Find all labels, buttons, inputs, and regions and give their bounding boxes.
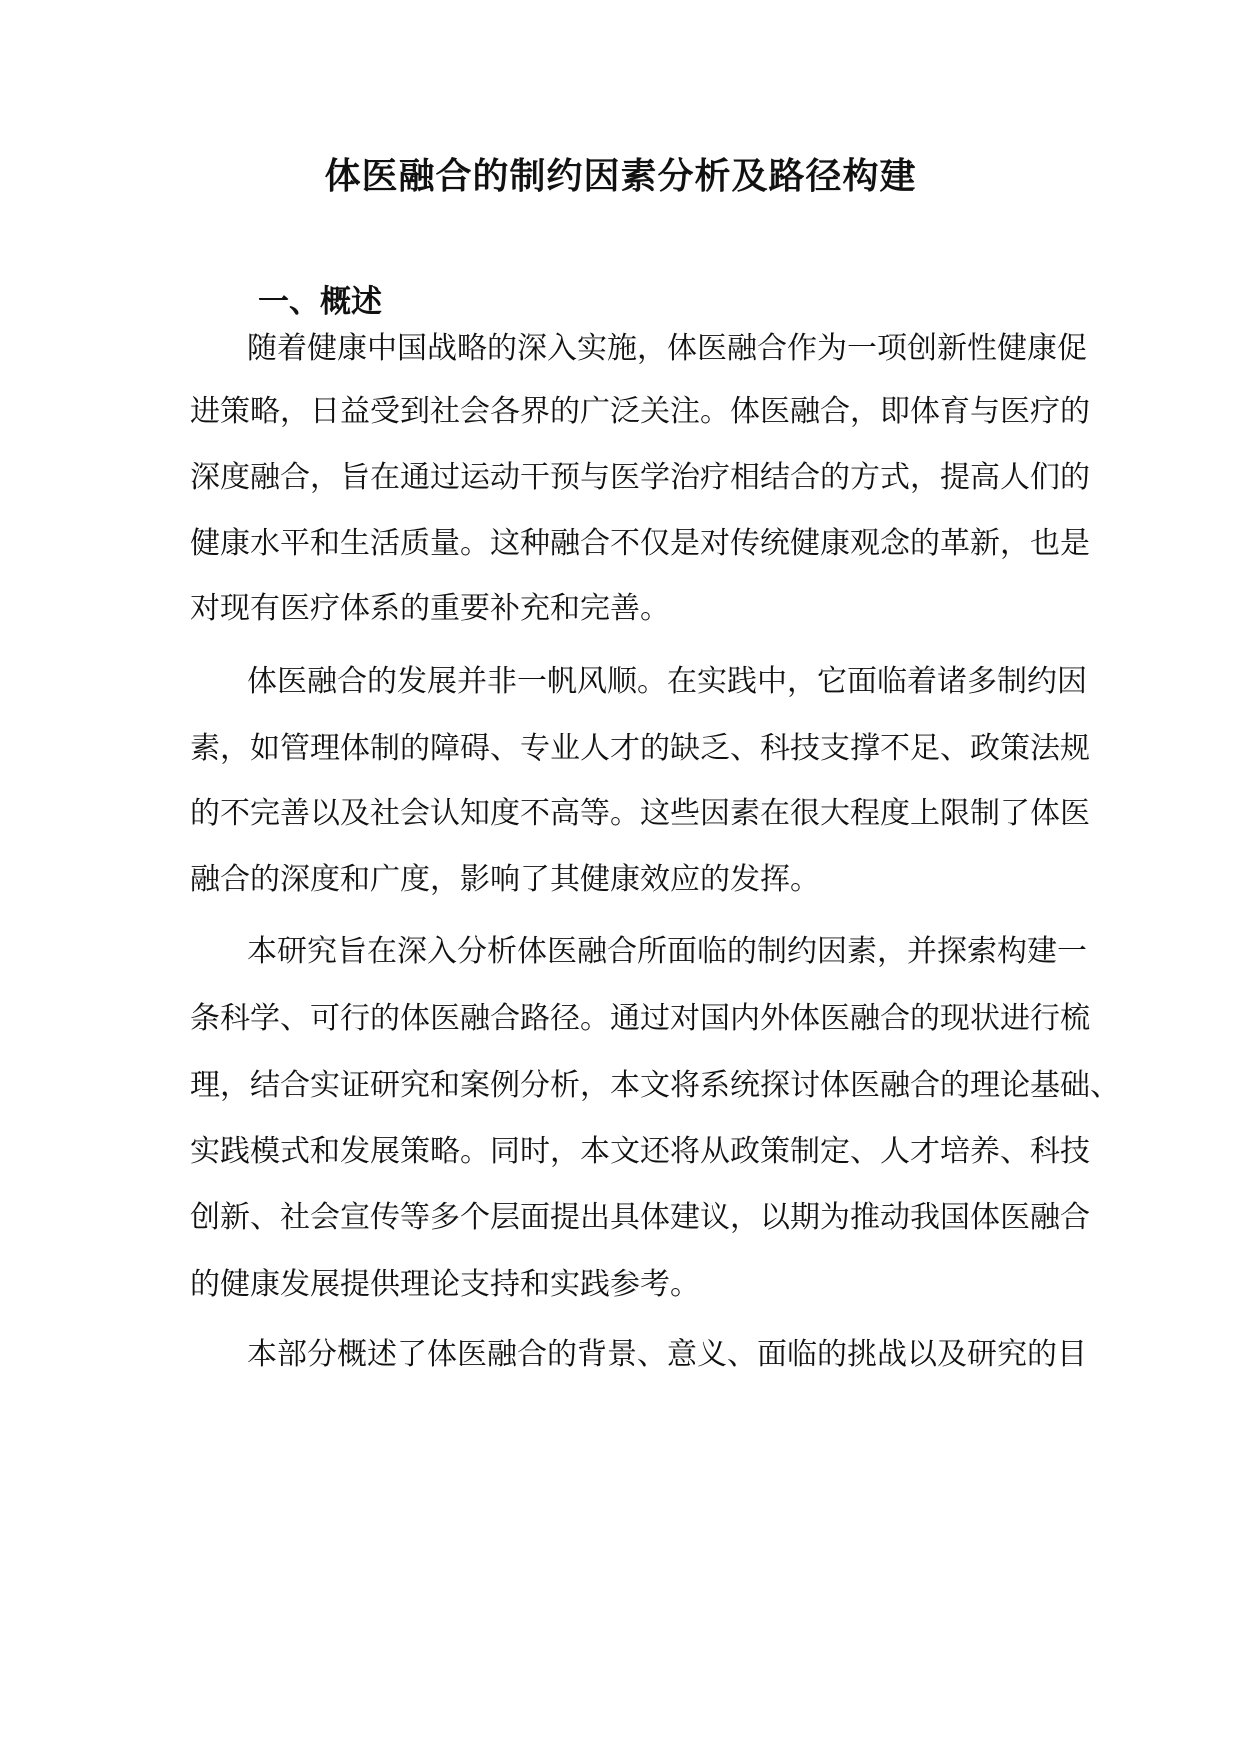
paragraph-line: 的不完善以及社会认知度不高等。这些因素在很大程度上限制了体医 (190, 796, 1090, 831)
paragraph-line: 本部分概述了体医融合的背景、意义、面临的挑战以及研究的目 (247, 1337, 1087, 1372)
paragraph-line: 实践模式和发展策略。同时，本文还将从政策制定、人才培养、科技 (190, 1134, 1090, 1169)
paragraph-line: 深度融合，旨在通过运动干预与医学治疗相结合的方式，提高人们的 (190, 460, 1090, 495)
paragraph-line: 的健康发展提供理论支持和实践参考。 (190, 1267, 700, 1302)
paragraph-line: 素，如管理体制的障碍、专业人才的缺乏、科技支撑不足、政策法规 (190, 731, 1090, 766)
paragraph-line: 进策略，日益受到社会各界的广泛关注。体医融合，即体育与医疗的 (190, 394, 1090, 429)
paragraph-line: 健康水平和生活质量。这种融合不仅是对传统健康观念的革新，也是 (190, 526, 1090, 561)
document-title: 体医融合的制约因素分析及路径构建 (324, 156, 917, 197)
paragraph-line: 创新、社会宣传等多个层面提出具体建议，以期为推动我国体医融合 (190, 1200, 1090, 1235)
paragraph-line: 融合的深度和广度，影响了其健康效应的发挥。 (190, 862, 820, 897)
paragraph-line: 本研究旨在深入分析体医融合所面临的制约因素，并探索构建一 (247, 934, 1087, 969)
section-heading: 一、概述 (258, 284, 382, 320)
paragraph-line: 对现有医疗体系的重要补充和完善。 (190, 591, 670, 626)
paragraph-line: 体医融合的发展并非一帆风顺。在实践中，它面临着诸多制约因 (247, 664, 1087, 699)
paragraph-line: 随着健康中国战略的深入实施，体医融合作为一项创新性健康促 (247, 331, 1087, 366)
paragraph-line: 条科学、可行的体医融合路径。通过对国内外体医融合的现状进行梳 (190, 1001, 1090, 1036)
paragraph-line: 理，结合实证研究和案例分析，本文将系统探讨体医融合的理论基础、 (190, 1068, 1120, 1103)
